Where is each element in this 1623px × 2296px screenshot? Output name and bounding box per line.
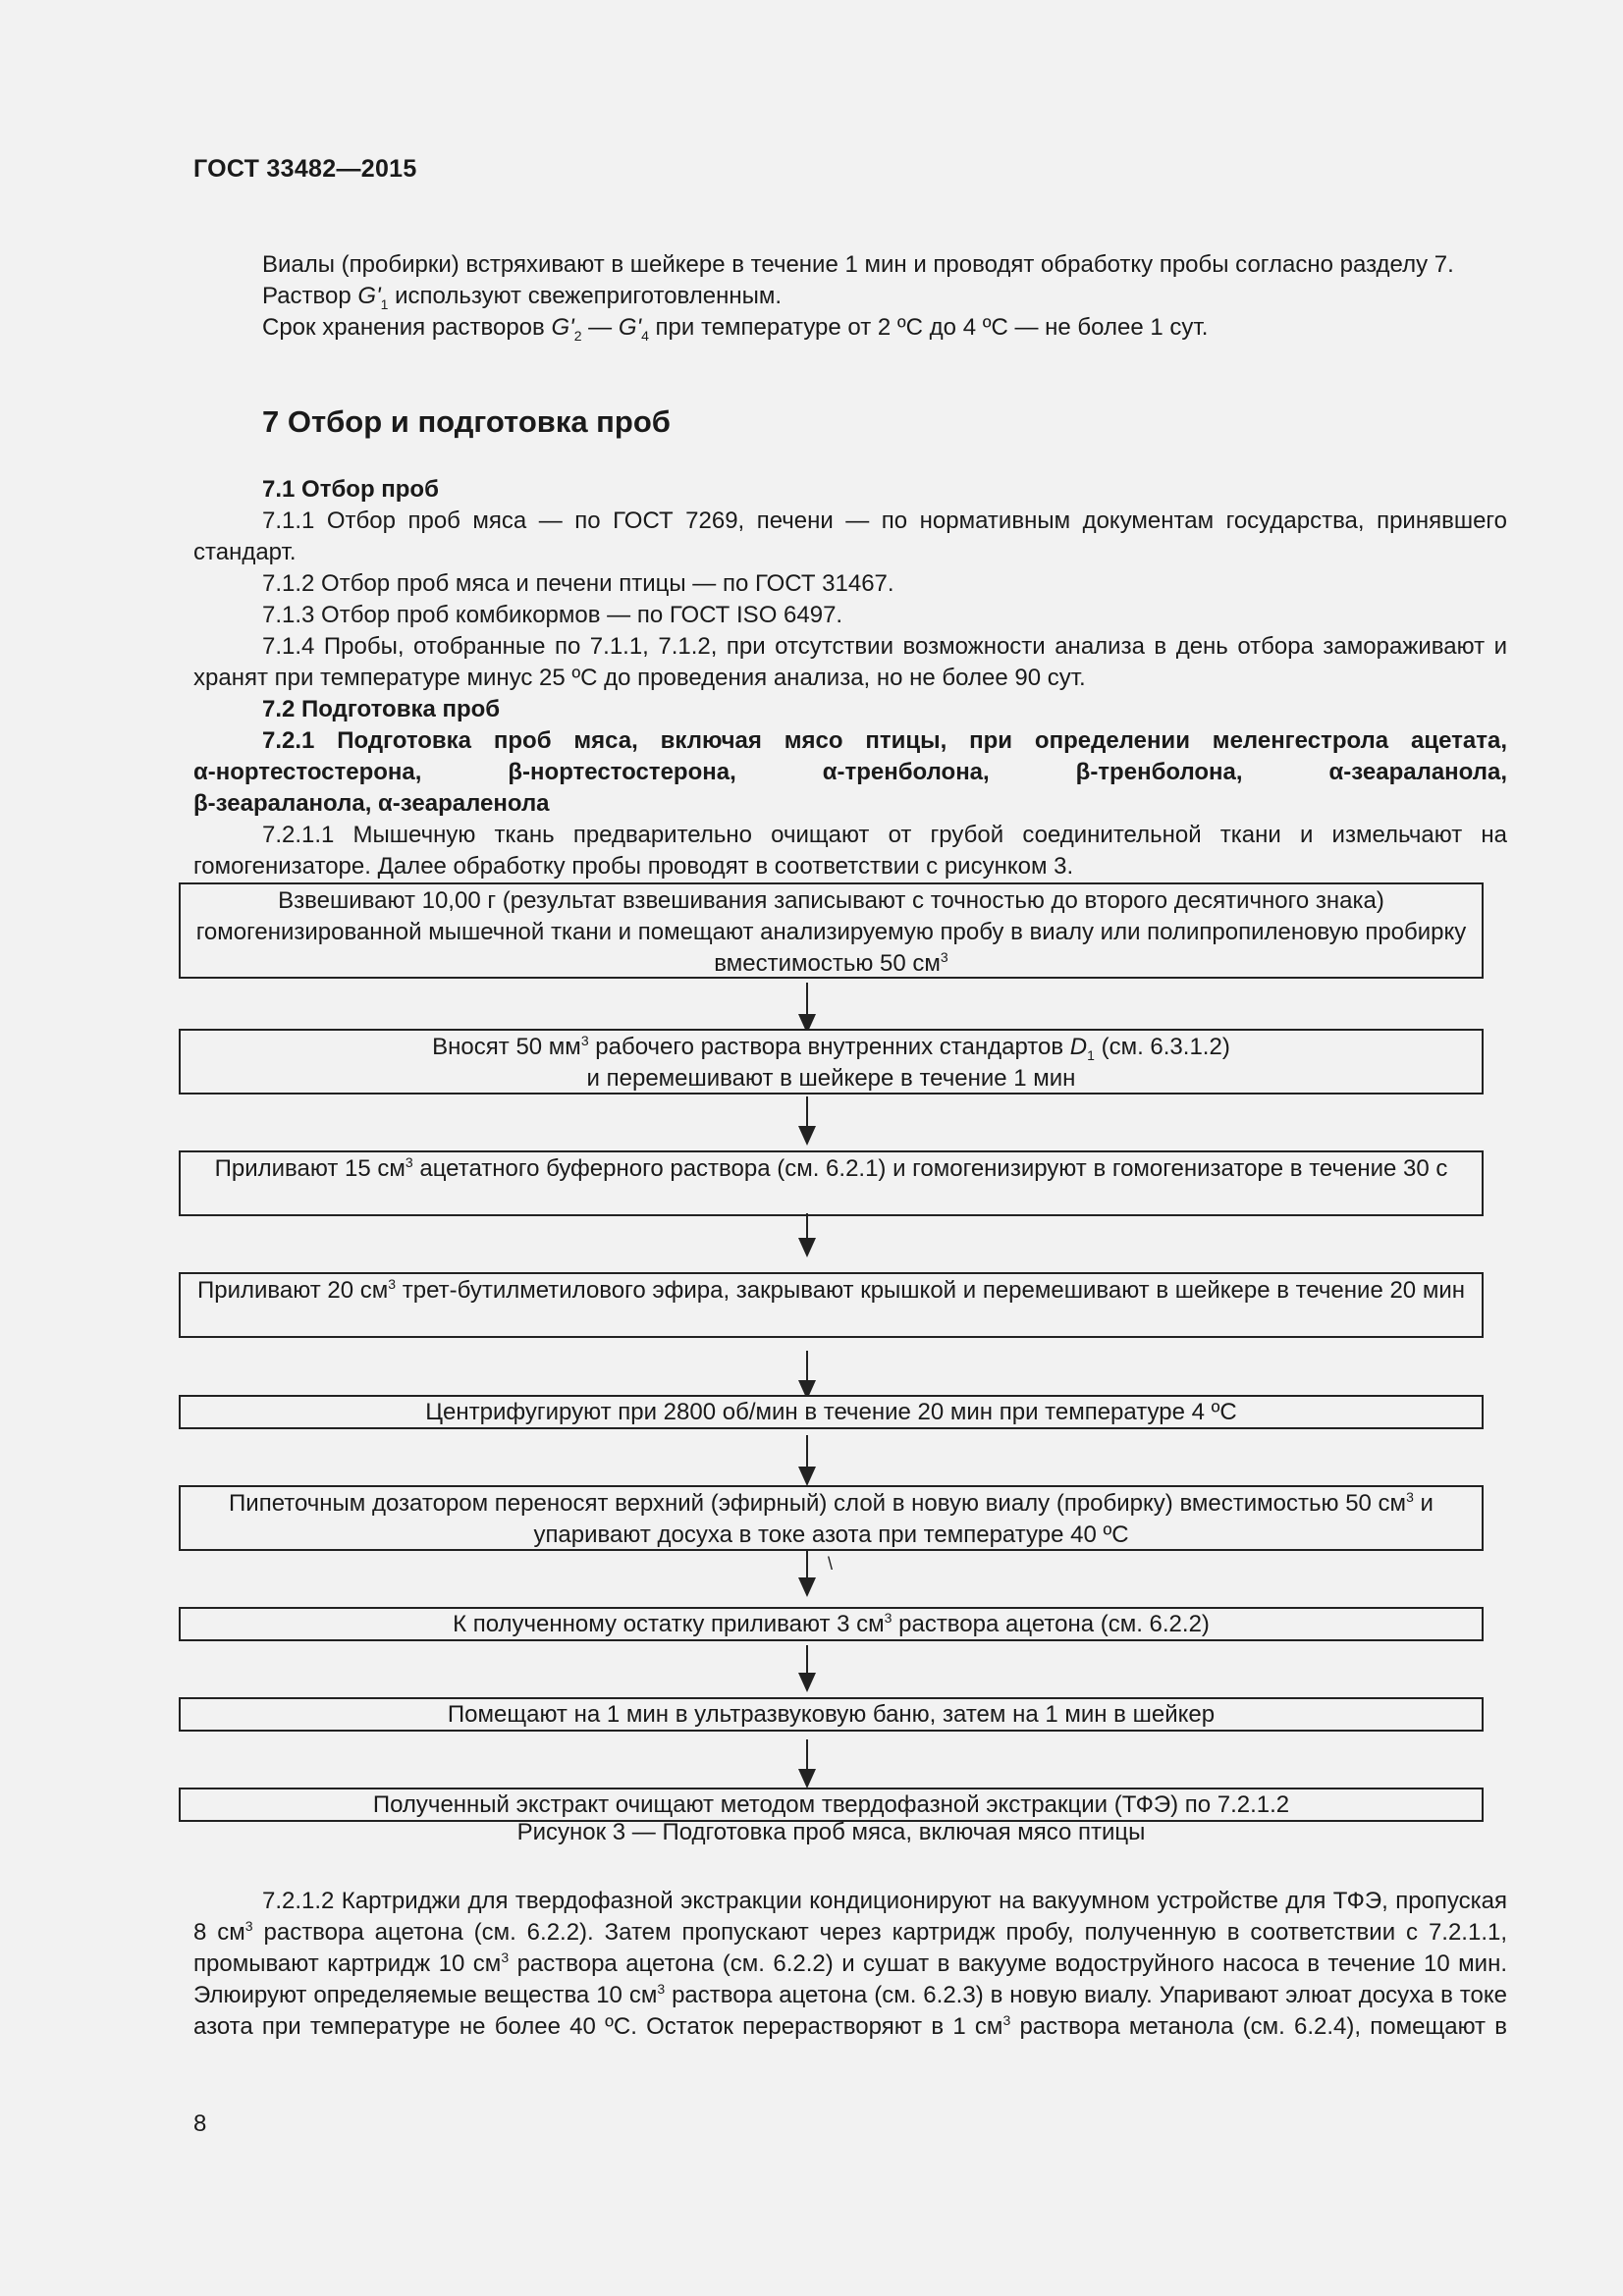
flow-arrow-8 xyxy=(806,1739,808,1787)
paragraph-7-1-4: 7.1.4 Пробы, отобранные по 7.1.1, 7.1.2, при отсутствии возможности анализа в день отбора замораживают и хранят при температуре минус 25 ºС до проведения анализа, но не более 90 сут. xyxy=(193,633,1507,691)
flow-step-3: Приливают 15 $см^3$ ацетатного буферного раствора (см. 6.2.1) и гомогенизируют в гомогенизаторе в течение 30 с xyxy=(179,1150,1484,1216)
flow-step-1: Взвешивают 10,00 г (результат взвешивания записывают с точностью до второго десятичного знака) гомогенизированной мышечной ткани и помещают анализируемую пробу в виалу или полипропиленовую пробирку вместимостью 50 $см^3$ xyxy=(179,882,1484,979)
subsection-7-2-heading: 7.2 Подготовка проб xyxy=(262,696,501,722)
paragraph-7-2-1-line-2: α-нортестостерона, β-нортестостерона, α-тренболона, β-тренболона, α-зеараланола, xyxy=(193,759,1507,785)
subsection-7-1-heading: 7.1 Отбор проб xyxy=(262,476,439,503)
paragraph-7-2-1-line-3: β-зеараланола, α-зеараленола xyxy=(193,790,550,817)
flow-step-7: К полученному остатку приливают 3 $см^3$ раствора ацетона (см. 6.2.2) xyxy=(179,1607,1484,1641)
paragraph-7-2-1-1: 7.2.1.1 Мышечную ткань предварительно очищают от грубой соединительной ткани и измельчают на гомогенизаторе. Далее обработку пробы проводят в соответствии с рисунком 3. xyxy=(193,822,1507,880)
flow-arrow-5 xyxy=(806,1435,808,1484)
tail-block xyxy=(193,1886,1507,2043)
flow-arrow-1 xyxy=(806,983,808,1032)
document-header: ГОСТ 33482—2015 xyxy=(193,155,417,183)
flow-step-9: Полученный экстракт очищают методом твердофазной экстракции (ТФЭ) по 7.2.1.2 xyxy=(179,1788,1484,1822)
section-body xyxy=(193,474,1507,882)
paragraph-7-2-1-line-1: 7.2.1 Подготовка проб мяса, включая мясо птицы, при определении меленгестрола ацетата, xyxy=(262,727,1507,754)
flow-arrow-2 xyxy=(806,1096,808,1144)
paragraph-7-1-1: 7.1.1 Отбор проб мяса — по ГОСТ 7269, печени — по нормативным документам государства, принявшего стандарт. xyxy=(193,507,1507,565)
figure-caption: Рисунок 3 — Подготовка проб мяса, включая мясо птицы xyxy=(516,1819,1146,1845)
flow-arrow-3 xyxy=(806,1213,808,1255)
flow-step-8: Помещают на 1 мин в ультразвуковую баню, затем на 1 мин в шейкер xyxy=(179,1697,1484,1732)
section-title: 7 Отбор и подготовка проб xyxy=(262,404,671,439)
paragraph-7-1-3: 7.1.3 Отбор проб комбикормов — по ГОСТ ISO 6497. xyxy=(262,602,843,628)
flow-step-2: Вносят 50 $мм^3$ рабочего раствора внутренних стандартов $D_1$ (см. 6.3.1.2) и перемешивают в шейкере в течение 1 мин xyxy=(179,1029,1484,1095)
flow-step-5: Центрифугируют при 2800 об/мин в течение 20 мин при температуре 4 ºС xyxy=(179,1395,1484,1429)
intro-paragraph-3: Срок хранения растворов $G'_2$ — $G'_4$ при температуре от 2 ºС до 4 ºС — не более 1 сут. xyxy=(262,314,1209,344)
page-number: 8 xyxy=(193,2110,207,2137)
flow-step-4: Приливают 20 $см^3$ трет-бутилметилового эфира, закрывают крышкой и перемешивают в шейкере в течение 20 мин xyxy=(179,1272,1484,1338)
stray-mark: \ xyxy=(828,1554,834,1574)
intro-paragraph-1: Виалы (пробирки) встряхивают в шейкере в течение 1 мин и проводят обработку пробы согласно разделу 7. xyxy=(262,251,1454,278)
flow-arrow-4 xyxy=(806,1351,808,1398)
paragraph-7-2-1-2: 7.2.1.2 Картриджи для твердофазной экстракции кондиционируют на вакуумном устройстве для ТФЭ, пропуская 8 $см^3$ раствора ацетона (см. 6.2.2). Затем пропускают через картридж пробу, полученную в соответствии с 7.2.1.1, промывают картридж 10 $см^3$ раствора ацетона (см. 6.2.2) и сушат в вакууме водоструйного насоса в течение 10 мин. Элюируют определяемые вещества 10 $см^3$ раствора ацетона (см. 6.2.3) в новую виалу. Упаривают элюат досуха в токе азота при температуре не более 40 ºС. Остаток перерастворяют в 1 $см^3$ раствора метанола (см. 6.2.4), помещают в xyxy=(193,1888,1508,2040)
flow-arrow-7 xyxy=(806,1645,808,1690)
paragraph-7-1-2: 7.1.2 Отбор проб мяса и печени птицы — по ГОСТ 31467. xyxy=(262,570,894,597)
intro-paragraph-2: Раствор $G'_1$ используют свежеприготовленным. xyxy=(262,283,783,312)
intro-block xyxy=(193,249,1507,344)
flow-arrow-6 xyxy=(806,1551,808,1595)
flow-step-6: Пипеточным дозатором переносят верхний (эфирный) слой в новую виалу (пробирку) вместимостью 50 $см^3$ и упаривают досуха в токе азота при температуре 40 ºС xyxy=(179,1485,1484,1551)
